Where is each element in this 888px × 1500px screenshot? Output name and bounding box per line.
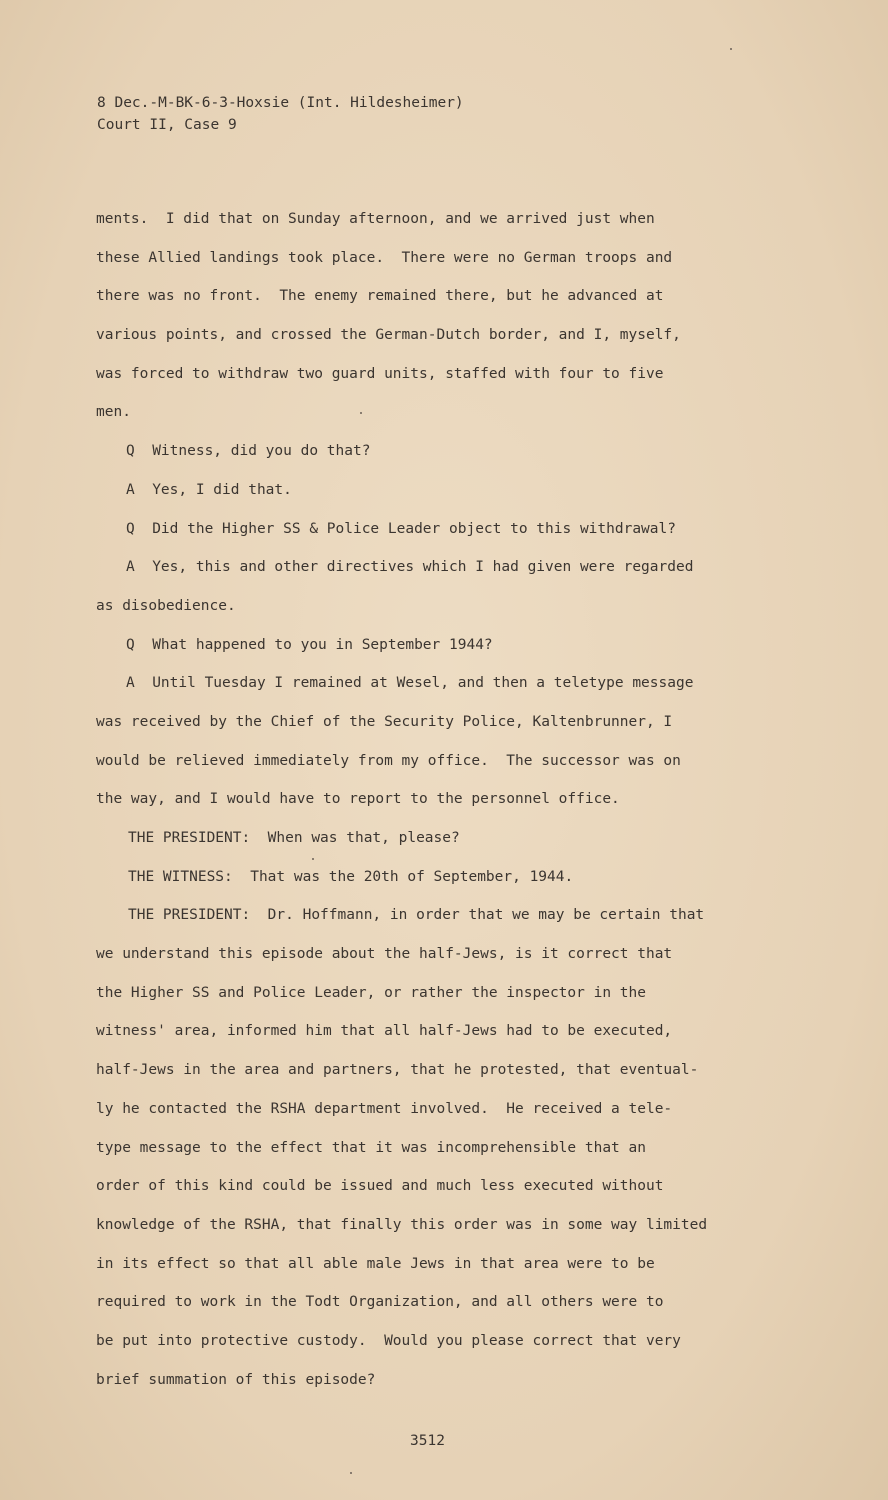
transcript-line: would be relieved immediately from my office. The successor was on — [96, 752, 681, 769]
transcript-line: ments. I did that on Sunday afternoon, and we arrived just when — [96, 211, 655, 227]
transcript-line: men. — [96, 404, 131, 421]
transcript-line: we understand this episode about the half-Jews, is it correct that — [96, 946, 673, 963]
transcript-line: there was no front. The enemy remained there, but he advanced at — [96, 288, 664, 305]
transcript-line: was forced to withdraw two guard units, staffed with four to five — [96, 365, 664, 382]
transcript-line: half-Jews in the area and partners, that he protested, that eventual- — [96, 1062, 699, 1079]
transcript-line: order of this kind could be issued and much less executed without — [96, 1178, 664, 1195]
transcript-line: these Allied landings took place. There were no German troops and — [96, 249, 673, 266]
transcript-line: THE PRESIDENT: Dr. Hoffmann, in order that we may be certain that — [128, 907, 705, 924]
paper-speck — [360, 412, 362, 414]
transcript-line: Q Witness, did you do that? — [126, 443, 371, 460]
transcript-line: be put into protective custody. Would you please correct that very — [96, 1332, 681, 1349]
header-court-case: Court II, Case 9 — [97, 117, 237, 133]
paper-speck — [312, 858, 314, 860]
transcript-line: ly he contacted the RSHA department involved. He received a tele- — [96, 1100, 673, 1117]
transcript-line: THE PRESIDENT: When was that, please? — [128, 830, 460, 846]
transcript-line: witness' area, informed him that all half-Jews had to be executed, — [96, 1023, 673, 1040]
transcript-line: was received by the Chief of the Security Police, Kaltenbrunner, I — [96, 713, 673, 730]
transcript-line: THE WITNESS: That was the 20th of September, 1944. — [128, 868, 574, 885]
transcript-line: the Higher SS and Police Leader, or rather the inspector in the — [96, 984, 646, 1001]
paper-speck — [350, 1472, 352, 1474]
transcript-line: as disobedience. — [96, 597, 236, 614]
transcript-line: in its effect so that all able male Jews in that area were to be — [96, 1255, 655, 1272]
transcript-line: knowledge of the RSHA, that finally this order was in some way limited — [96, 1216, 708, 1233]
header-case-reference: 8 Dec.-M-BK-6-3-Hoxsie (Int. Hildesheimer) — [97, 95, 464, 111]
document-header — [97, 92, 464, 136]
transcript-body — [96, 204, 786, 1403]
transcript-line: Q Did the Higher SS & Police Leader object to this withdrawal? — [126, 520, 676, 537]
transcript-line: A Yes, this and other directives which I had given were regarded — [126, 559, 694, 576]
paper-speck — [730, 48, 732, 50]
transcript-line: required to work in the Todt Organization, and all others were to — [96, 1294, 664, 1311]
transcript-line: the way, and I would have to report to the personnel office. — [96, 791, 620, 808]
transcript-line: A Yes, I did that. — [126, 481, 292, 498]
transcript-line: A Until Tuesday I remained at Wesel, and then a teletype message — [126, 675, 694, 692]
transcript-line: Q What happened to you in September 1944? — [126, 636, 493, 653]
transcript-line: various points, and crossed the German-Dutch border, and I, myself, — [96, 327, 681, 344]
transcript-line: brief summation of this episode? — [96, 1371, 376, 1388]
transcript-line: type message to the effect that it was incomprehensible that an — [96, 1139, 646, 1156]
page-number: 3512 — [410, 1433, 445, 1449]
